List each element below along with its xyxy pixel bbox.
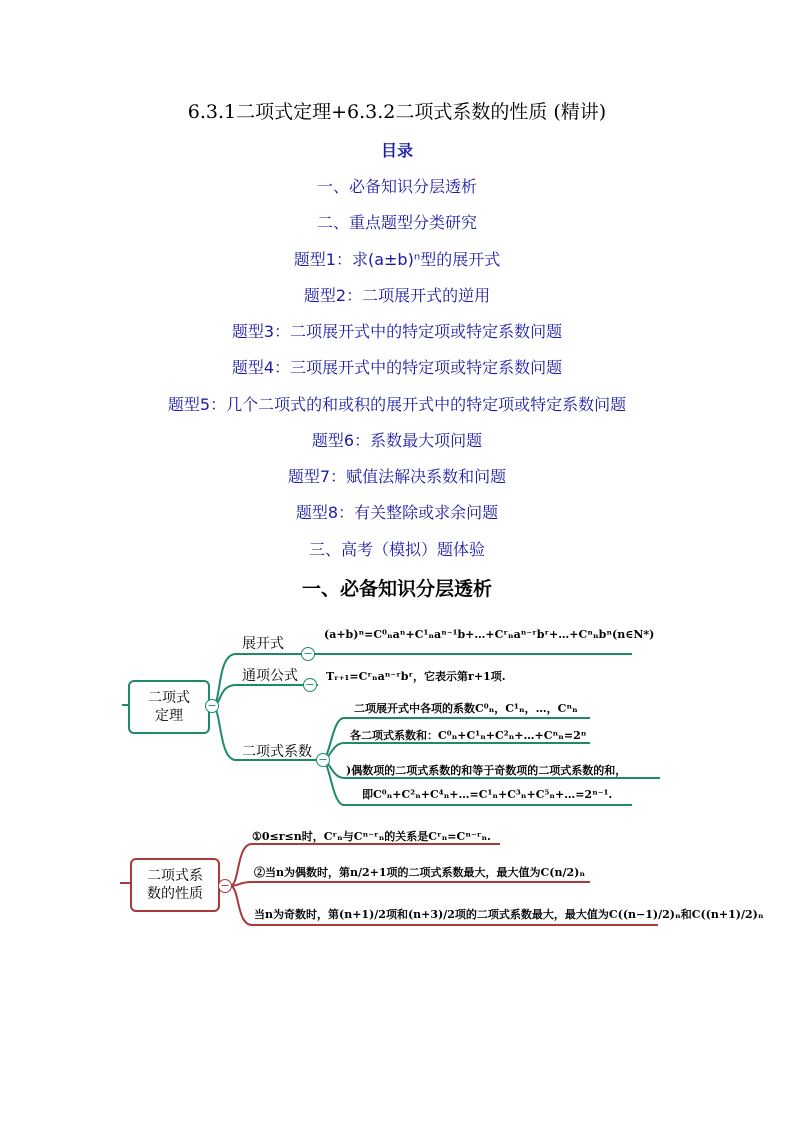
prop-2-line xyxy=(230,882,590,886)
coeff-even-odd-formula: 即C⁰ₙ+C²ₙ+C⁴ₙ+…=C¹ₙ+C³ₙ+C⁵ₙ+…=2ⁿ⁻¹. xyxy=(362,788,613,801)
toc-item[interactable]: 题型5：几个二项式的和或积的展开式中的特定项或特定系数问题 xyxy=(167,395,627,414)
property-odd-n: 当n为奇数时，第(n+1)/2项和(n+3)/2项的二项式系数最大，最大值为C((n−1)/2)ₙ和C((n+1)/2)ₙ xyxy=(254,908,764,921)
branch-general-line xyxy=(212,685,318,706)
coeff-2-line xyxy=(322,743,590,760)
toc-item[interactable]: 三、高考（模拟）题体验 xyxy=(308,540,485,559)
coeff-list: 二项展开式中各项的系数C⁰ₙ，C¹ₙ，…，Cⁿₙ xyxy=(354,702,578,715)
property-symmetry: ①0≤r≤n时，Cʳₙ与Cⁿ⁻ʳₙ的关系是Cʳₙ=Cⁿ⁻ʳₙ. xyxy=(252,830,491,843)
minus-circle-icon[interactable]: − xyxy=(205,699,219,713)
page-title: 6.3.1二项式定理+6.3.2二项式系数的性质 (精讲) xyxy=(187,101,607,123)
mindmap2-root[interactable]: 二项式系 数的性质 xyxy=(130,858,220,912)
toc-heading: 目录 xyxy=(380,141,413,160)
toc-item[interactable]: 题型1：求(a±b)ⁿ型的展开式 xyxy=(293,250,501,269)
formula-general-term: Tᵣ₊₁=Cʳₙaⁿ⁻ʳbʳ，它表示第r+1项. xyxy=(326,670,506,683)
section-heading: 一、必备知识分层透析 xyxy=(301,578,492,600)
formula-expansion: (a+b)ⁿ=C⁰ₙaⁿ+C¹ₙaⁿ⁻¹b+…+Cʳₙaⁿ⁻ʳbʳ+…+Cⁿₙbⁿ(n∈N*) xyxy=(324,628,655,641)
toc-item[interactable]: 一、必备知识分层透析 xyxy=(316,177,477,196)
minus-circle-icon[interactable]: − xyxy=(301,647,315,661)
minus-circle-icon[interactable]: − xyxy=(303,678,317,692)
branch-binomial-coefficient: 二项式系数 xyxy=(242,744,312,760)
toc-item[interactable]: 题型7：赋值法解决系数和问题 xyxy=(287,467,507,486)
toc-item[interactable]: 二、重点题型分类研究 xyxy=(316,213,477,232)
toc-item[interactable]: 题型2：二项展开式的逆用 xyxy=(303,286,491,305)
branch-expansion: 展开式 xyxy=(242,636,284,652)
minus-circle-icon[interactable]: − xyxy=(316,753,330,767)
minus-circle-icon[interactable]: − xyxy=(218,879,232,893)
branch-general-term: 通项公式 xyxy=(242,668,298,684)
toc-item[interactable]: 题型6：系数最大项问题 xyxy=(311,431,483,450)
toc-item[interactable]: 题型3：二项展开式中的特定项或特定系数问题 xyxy=(231,322,563,341)
coeff-sum: 各二项式系数和：C⁰ₙ+C¹ₙ+C²ₙ+…+Cⁿₙ=2ⁿ xyxy=(350,729,587,742)
property-even-n: ②当n为偶数时，第n/2+1项的二项式系数最大，最大值为C(n/2)ₙ xyxy=(254,866,586,879)
toc-item[interactable]: 题型4：三项展开式中的特定项或特定系数问题 xyxy=(231,358,563,377)
toc-item[interactable]: 题型8：有关整除或求余问题 xyxy=(295,503,499,522)
mindmap1-root[interactable]: 二项式 定理 xyxy=(128,680,210,734)
coeff-even-odd: )偶数项的二项式系数的和等于奇数项的二项式系数的和， xyxy=(346,764,627,777)
